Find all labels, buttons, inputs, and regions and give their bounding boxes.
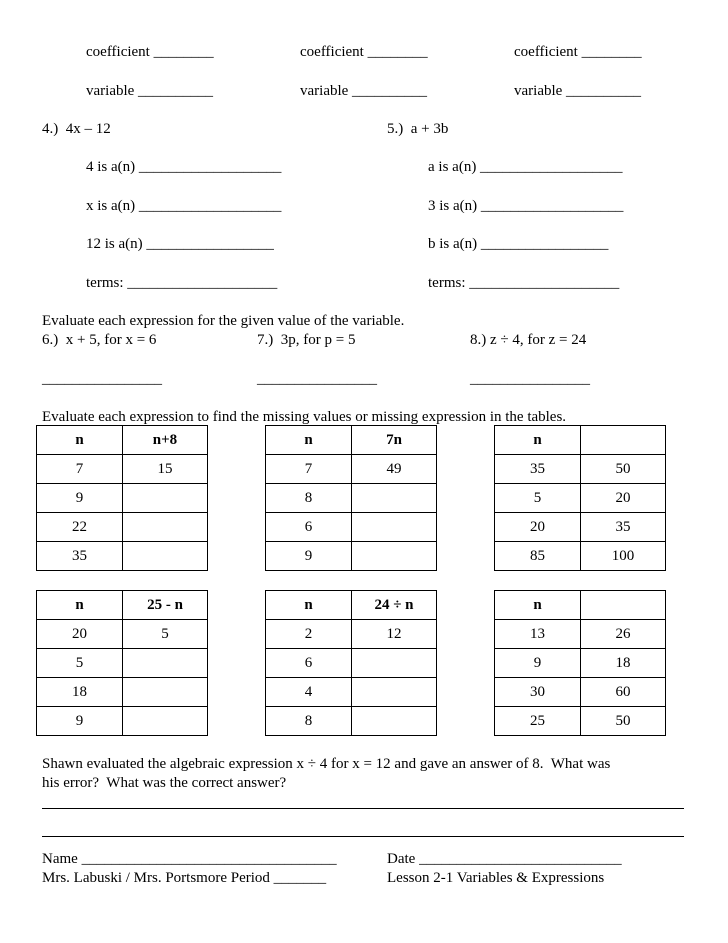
answer-blank-8: ________________ [470, 371, 590, 387]
output-cell: 100 [581, 542, 666, 571]
input-output-table-6 [494, 590, 666, 736]
evaluate-item-7: 7.) 3p, for p = 5 [257, 332, 356, 348]
input-cell: 20 [37, 620, 123, 649]
coefficient-blank-2: coefficient ________ [300, 44, 428, 60]
table-row [266, 707, 437, 736]
output-cell [352, 678, 437, 707]
output-cell [123, 707, 208, 736]
table-row [266, 678, 437, 707]
input-cell: 9 [495, 649, 581, 678]
input-output-table-5 [265, 590, 437, 736]
date-field: Date ___________________________ [387, 851, 622, 867]
output-cell: 5 [123, 620, 208, 649]
table-row [37, 484, 208, 513]
output-cell: 60 [581, 678, 666, 707]
input-cell: 18 [37, 678, 123, 707]
variable-blank-1: variable __________ [86, 83, 214, 99]
answer-blank-7: ________________ [257, 371, 377, 387]
table-header-row [37, 591, 208, 620]
table-row [37, 707, 208, 736]
output-cell [123, 542, 208, 571]
problem-4-heading: 4.) 4x – 12 [42, 121, 111, 137]
input-cell: 20 [495, 513, 581, 542]
table-row [37, 455, 208, 484]
input-cell: 5 [495, 484, 581, 513]
table-row [495, 707, 666, 736]
output-cell: 15 [123, 455, 208, 484]
input-cell: 35 [495, 455, 581, 484]
input-cell: 8 [266, 484, 352, 513]
output-cell [352, 513, 437, 542]
output-cell: 49 [352, 455, 437, 484]
output-cell: 26 [581, 620, 666, 649]
input-cell: 6 [266, 513, 352, 542]
header-expression [581, 591, 666, 620]
word-problem-line-1: Shawn evaluated the algebraic expression x ÷ 4 for x = 12 and gave an answer of 8. What was [42, 756, 611, 772]
lesson-title: Lesson 2-1 Variables & Expressions [387, 870, 605, 886]
problem-4-line-1: 4 is a(n) ___________________ [86, 159, 282, 175]
output-cell: 20 [581, 484, 666, 513]
word-problem-line-2: his error? What was the correct answer? [42, 775, 287, 791]
output-cell [123, 649, 208, 678]
header-input: n [495, 426, 581, 455]
tables-instruction: Evaluate each expression to find the missing values or missing expression in the tables. [42, 409, 567, 425]
table-row [495, 678, 666, 707]
output-cell [123, 484, 208, 513]
table-row [495, 513, 666, 542]
table-row [495, 484, 666, 513]
output-cell [352, 707, 437, 736]
table-row [266, 484, 437, 513]
problem-5-heading: 5.) a + 3b [387, 121, 449, 137]
input-output-table-3 [494, 425, 666, 571]
problem-4-line-2: x is a(n) ___________________ [86, 198, 282, 214]
header-expression: 7n [352, 426, 437, 455]
header-input: n [37, 426, 123, 455]
input-cell: 4 [266, 678, 352, 707]
input-cell: 85 [495, 542, 581, 571]
output-cell: 35 [581, 513, 666, 542]
input-cell: 7 [37, 455, 123, 484]
table-row [495, 620, 666, 649]
table-row [37, 513, 208, 542]
input-cell: 6 [266, 649, 352, 678]
problem-5-line-1: a is a(n) ___________________ [428, 159, 623, 175]
name-field: Name __________________________________ [42, 851, 337, 867]
table-row [37, 649, 208, 678]
output-cell: 50 [581, 707, 666, 736]
table-row [495, 649, 666, 678]
table-row [266, 513, 437, 542]
input-cell: 25 [495, 707, 581, 736]
teachers-period-line: Mrs. Labuski / Mrs. Portsmore Period _______ [42, 870, 327, 886]
output-cell [352, 542, 437, 571]
table-row [495, 455, 666, 484]
input-cell: 8 [266, 707, 352, 736]
input-output-table-1 [36, 425, 208, 571]
header-input: n [266, 426, 352, 455]
header-input: n [266, 591, 352, 620]
input-cell: 9 [37, 484, 123, 513]
header-input: n [495, 591, 581, 620]
input-cell: 5 [37, 649, 123, 678]
input-cell: 30 [495, 678, 581, 707]
table-header-row [266, 426, 437, 455]
input-output-table-2 [265, 425, 437, 571]
header-expression [581, 426, 666, 455]
output-cell [352, 484, 437, 513]
output-cell [352, 649, 437, 678]
table-row [37, 620, 208, 649]
table-row [37, 542, 208, 571]
evaluate-item-6: 6.) x + 5, for x = 6 [42, 332, 157, 348]
header-input: n [37, 591, 123, 620]
header-expression: 25 - n [123, 591, 208, 620]
variable-blank-3: variable __________ [514, 83, 642, 99]
output-cell: 18 [581, 649, 666, 678]
coefficient-blank-3: coefficient ________ [514, 44, 642, 60]
input-cell: 9 [37, 707, 123, 736]
problem-5-line-2: 3 is a(n) ___________________ [428, 198, 624, 214]
input-cell: 13 [495, 620, 581, 649]
evaluate-item-8: 8.) z ÷ 4, for z = 24 [470, 332, 587, 348]
table-header-row [266, 591, 437, 620]
problem-5-line-3: b is a(n) _________________ [428, 236, 609, 252]
problem-5-line-4: terms: ____________________ [428, 275, 620, 291]
table-row [495, 542, 666, 571]
header-expression: n+8 [123, 426, 208, 455]
input-cell: 35 [37, 542, 123, 571]
table-row [266, 620, 437, 649]
answer-blank-6: ________________ [42, 371, 162, 387]
table-header-row [37, 426, 208, 455]
input-output-table-4 [36, 590, 208, 736]
problem-4-line-4: terms: ____________________ [86, 275, 278, 291]
evaluate-instruction: Evaluate each expression for the given value of the variable. [42, 313, 405, 329]
table-row [37, 678, 208, 707]
input-cell: 7 [266, 455, 352, 484]
input-cell: 2 [266, 620, 352, 649]
problem-4-line-3: 12 is a(n) _________________ [86, 236, 274, 252]
table-row [266, 542, 437, 571]
coefficient-blank-1: coefficient ________ [86, 44, 214, 60]
output-cell [123, 513, 208, 542]
output-cell: 12 [352, 620, 437, 649]
variable-blank-2: variable __________ [300, 83, 428, 99]
input-cell: 22 [37, 513, 123, 542]
table-header-row [495, 426, 666, 455]
output-cell [123, 678, 208, 707]
table-row [266, 455, 437, 484]
answer-rule-1 [42, 808, 684, 809]
output-cell: 50 [581, 455, 666, 484]
input-cell: 9 [266, 542, 352, 571]
table-row [266, 649, 437, 678]
header-expression: 24 ÷ n [352, 591, 437, 620]
answer-rule-2 [42, 836, 684, 837]
table-header-row [495, 591, 666, 620]
